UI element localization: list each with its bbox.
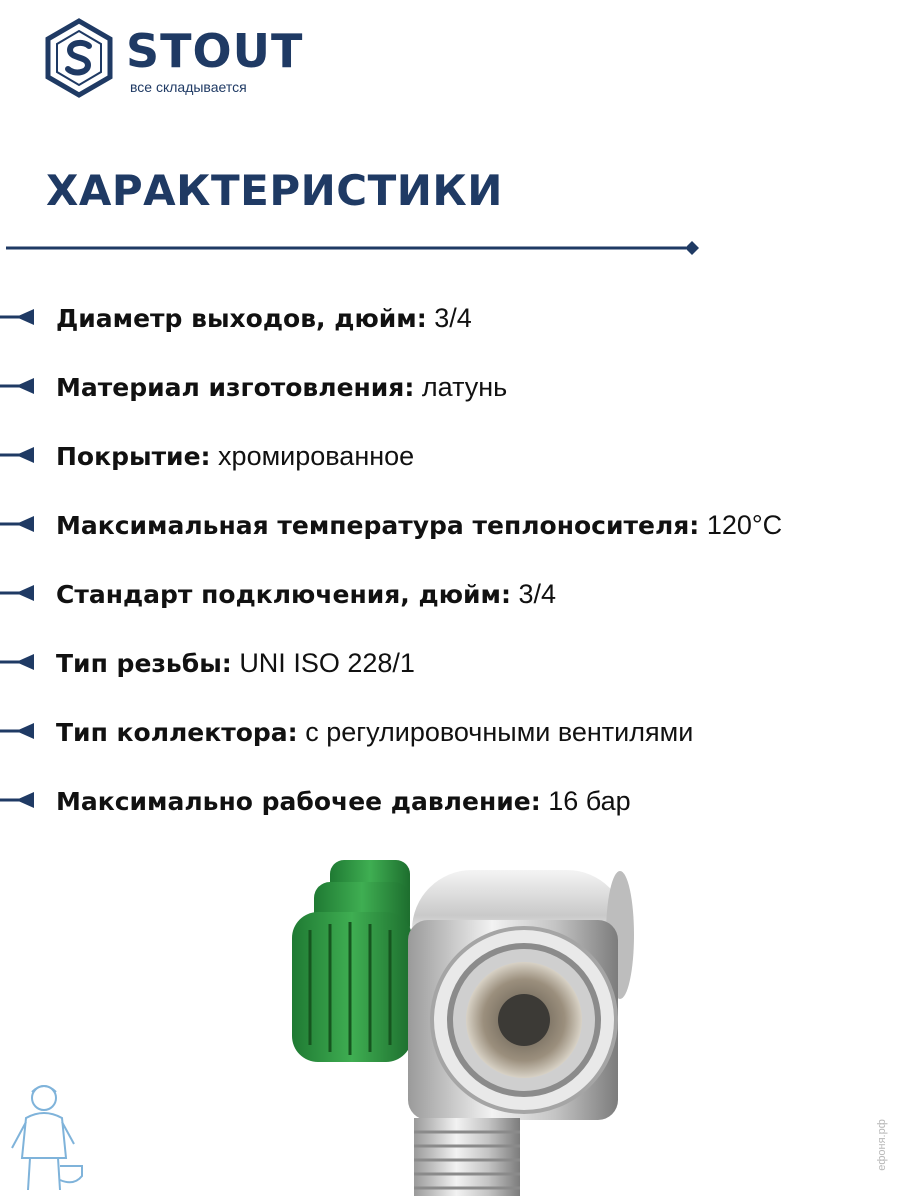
spec-label: Тип резьбы: — [56, 649, 232, 678]
spec-value: хромированное — [218, 441, 415, 471]
spec-value: 3/4 — [518, 579, 557, 609]
arrow-bullet-icon — [0, 514, 36, 534]
arrow-bullet-icon — [0, 307, 36, 327]
spec-label: Максимальная температура теплоносителя: — [56, 511, 700, 540]
spec-item — [0, 298, 900, 338]
brand-logo — [44, 18, 304, 98]
spec-label: Покрытие: — [56, 442, 211, 471]
arrow-bullet-icon — [0, 790, 36, 810]
arrow-bullet-icon — [0, 376, 36, 396]
plumber-mascot-icon — [4, 1078, 86, 1196]
spec-value: 3/4 — [434, 303, 472, 333]
spec-value: 120°C — [706, 510, 783, 540]
spec-item — [0, 574, 900, 614]
watermark: ефоня.рф — [876, 1119, 888, 1171]
arrow-bullet-icon — [0, 652, 36, 672]
spec-value: латунь — [421, 372, 508, 402]
product-image — [262, 850, 682, 1200]
brand-slogan: все складывается — [130, 79, 247, 95]
spec-value: UNI ISO 228/1 — [239, 648, 415, 678]
heading-divider — [0, 236, 706, 260]
spec-label: Диаметр выходов, дюйм: — [56, 304, 427, 333]
arrow-bullet-icon — [0, 445, 36, 465]
spec-item — [0, 367, 900, 407]
spec-value: 16 бар — [548, 786, 631, 816]
spec-label: Тип коллектора: — [56, 718, 298, 747]
spec-item — [0, 712, 900, 752]
spec-item — [0, 643, 900, 683]
brand-name: STOUT — [126, 24, 304, 78]
spec-label: Стандарт подключения, дюйм: — [56, 580, 511, 609]
page-title: ХАРАКТЕРИСТИКИ — [46, 166, 503, 215]
spec-label: Материал изготовления: — [56, 373, 415, 402]
spec-label: Максимально рабочее давление: — [56, 787, 541, 816]
spec-value: с регулировочными вентилями — [305, 717, 694, 747]
arrow-bullet-icon — [0, 583, 36, 603]
arrow-bullet-icon — [0, 721, 36, 741]
spec-item — [0, 505, 900, 545]
spec-item — [0, 436, 900, 476]
stout-logo-icon — [44, 18, 114, 98]
spec-item — [0, 781, 900, 821]
